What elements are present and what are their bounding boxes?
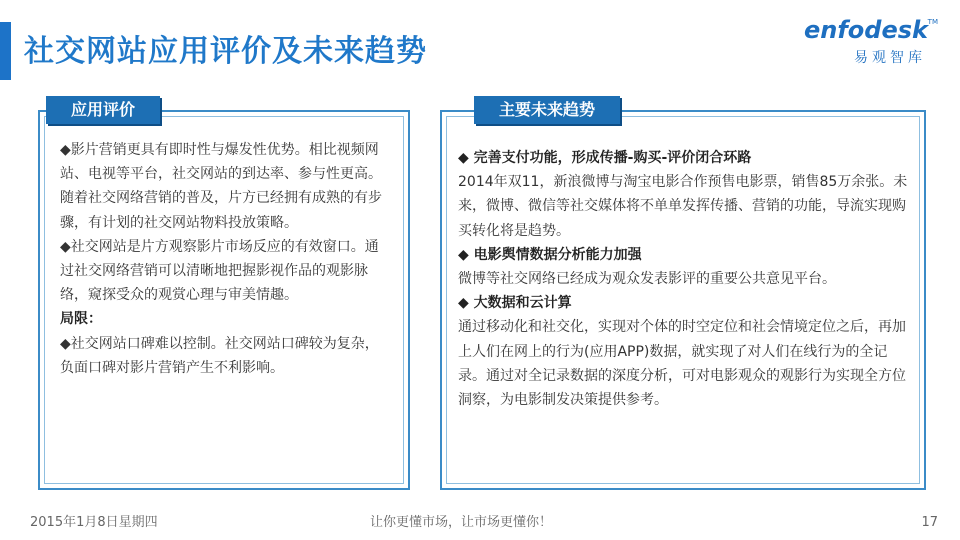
footer-date: 2015年1月8日星期四 [30, 515, 158, 530]
evaluation-para-2: ◆社交网站是片方观察影片市场反应的有效窗口。通过社交网络营销可以清晰地把握影视作品的观影脉络，窥探受众的观赏心理与审美情趣。 [60, 238, 379, 304]
trend-2-body: 微博等社交网络已经成为观众发表影评的重要公共意见平台。 [458, 271, 836, 288]
evaluation-tab: 应用评价 [46, 96, 160, 124]
footer-slogan: 让你更懂市场，让市场更懂你！ [370, 515, 553, 530]
trend-1-body: 2014年双11，新浪微博与淘宝电影合作预售电影票，销售85万余张。未来，微博、微信等社交媒体将不单单发挥传播、营销的功能，导流实现购买转化将是趋势。 [458, 174, 908, 239]
logo-trademark: TM [927, 18, 938, 26]
trend-2-heading: ◆ 电影舆情数据分析能力加强 [458, 246, 642, 263]
title-accent-bar [0, 22, 11, 80]
limitations-label: 局限： [60, 311, 102, 328]
page-number: 17 [921, 515, 938, 530]
logo-brand: enfodesk [804, 16, 928, 44]
trends-tab: 主要未来趋势 [474, 96, 620, 124]
enfodesk-logo [798, 14, 938, 74]
logo-subtitle: 易观智库 [854, 50, 926, 66]
trend-1-heading: ◆ 完善支付功能，形成传播-购买-评价闭合环路 [458, 150, 752, 166]
trends-content [458, 146, 914, 412]
trend-3-heading: ◆ 大数据和云计算 [458, 295, 572, 312]
page-title: 社交网站应用评价及未来趋势 [24, 34, 427, 69]
evaluation-content [60, 138, 392, 380]
evaluation-para-1: ◆影片营销更具有即时性与爆发性优势。相比视频网站、电视等平台，社交网站的到达率、参与性更高。随着社交网络营销的普及，片方已经拥有成熟的有步骤，有计划的社交网站物料投放策略。 [60, 142, 382, 231]
trend-3-body: 通过移动化和社交化，实现对个体的时空定位和社会情境定位之后，再加上人们在网上的行为(应用APP)数据，就实现了对人们在线行为的全记录。通过对全记录数据的深度分析，可对电影观众的观影行为实现全方位洞察，为电影制发决策提供参考。 [458, 319, 906, 409]
evaluation-para-3: ◆社交网站口碑难以控制。社交网站口碑较为复杂，负面口碑对影片营销产生不利影响。 [60, 335, 379, 376]
